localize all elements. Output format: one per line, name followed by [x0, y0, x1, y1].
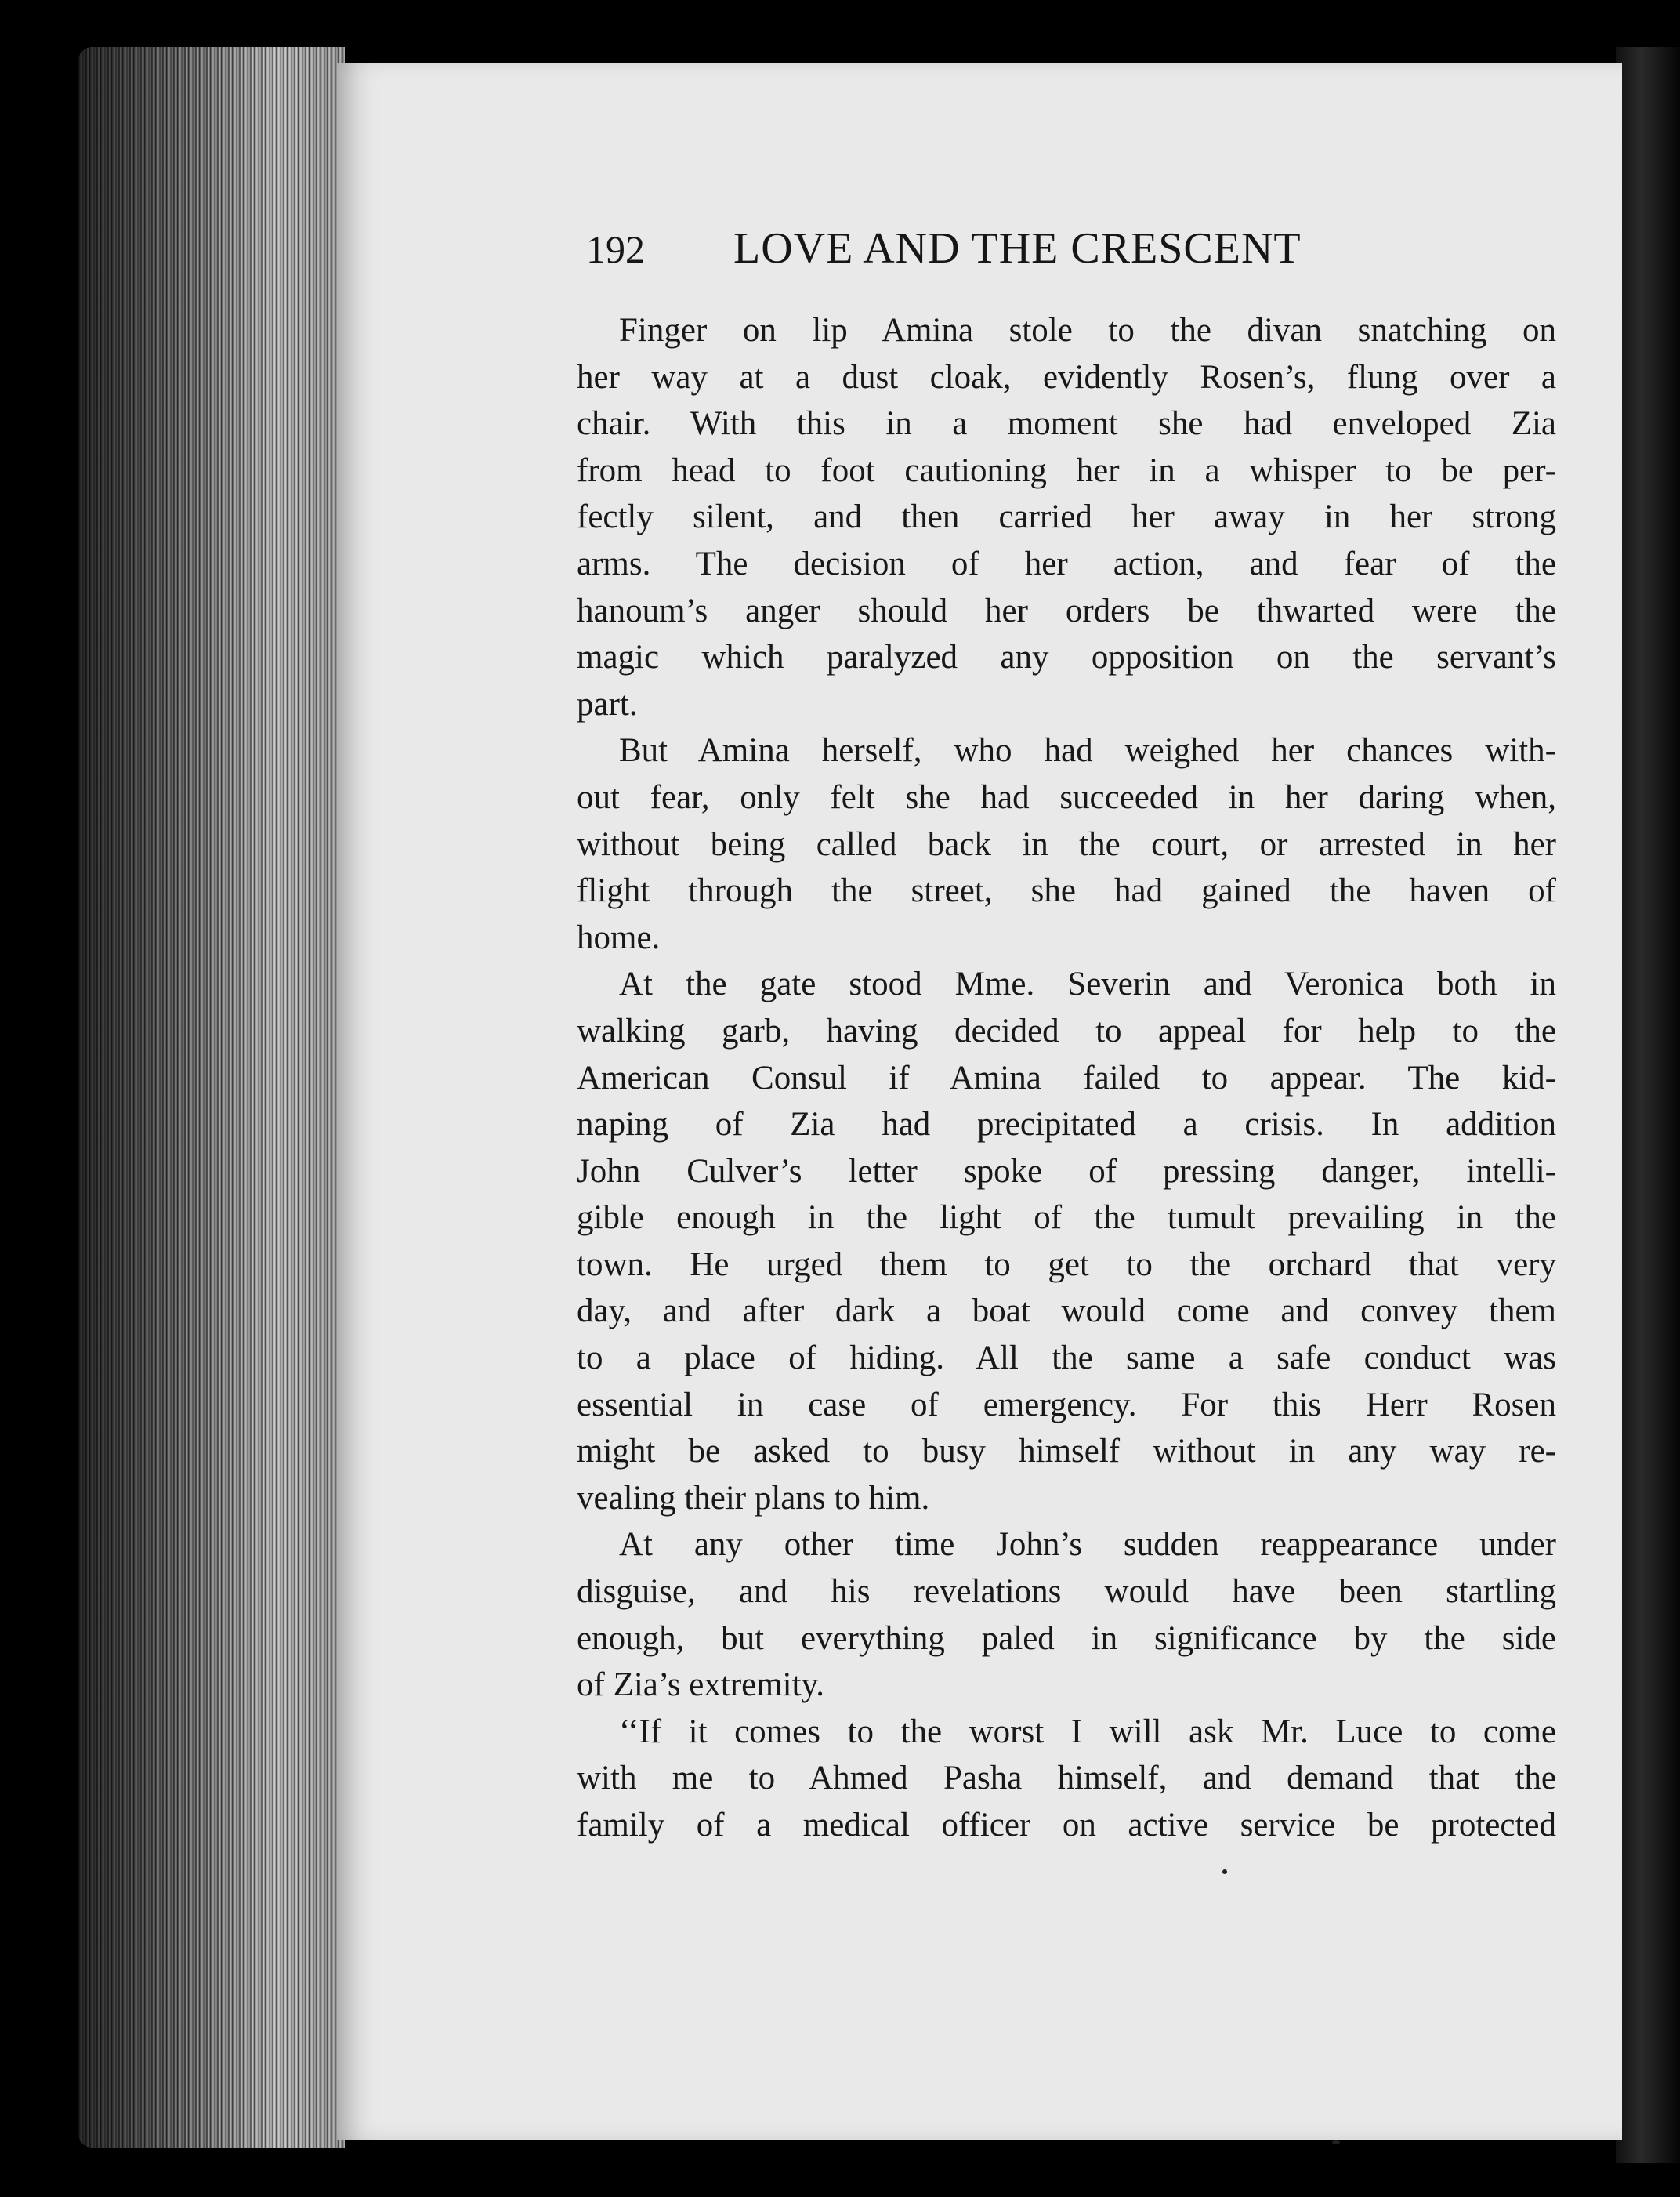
text-line: from head to foot cautioning her in a whisper to be per- [577, 451, 1556, 489]
text-line: Finger on lip Amina stole to the divan snatching on [619, 312, 1556, 349]
right-margin-shadow [1616, 47, 1680, 2163]
page-number: 192 [586, 227, 645, 271]
text-line: town. He urged them to get to the orchard that very [577, 1245, 1556, 1283]
text-line: essential in case of emergency. For this Herr Rosen [577, 1386, 1556, 1423]
text-line: At any other time John’s sudden reappearance under [619, 1526, 1556, 1564]
dust-speck [1332, 2140, 1340, 2144]
text-line: gible enough in the light of the tumult prevailing in the [577, 1199, 1556, 1237]
text-line: fectly silent, and then carried her away in her strong [577, 498, 1556, 536]
text-line: enough, but everything paled in significance by the side [577, 1619, 1556, 1657]
text-line: flight through the street, she had gained the haven of [577, 872, 1556, 910]
text-line: hanoum’s anger should her orders be thwarted were the [577, 592, 1556, 629]
text-line: disguise, and his revelations would have been startling [577, 1573, 1556, 1611]
text-line: without being called back in the court, or arrested in her [577, 825, 1556, 863]
text-line: naping of Zia had precipitated a crisis. In addition [577, 1106, 1556, 1144]
text-line: day, and after dark a boat would come and convey them [577, 1292, 1556, 1330]
book-title: LOVE AND THE CRESCENT [733, 224, 1302, 273]
text-line: magic which paralyzed any opposition on the servant’s [577, 639, 1556, 676]
text-line: home. [577, 919, 661, 956]
text-line: with me to Ahmed Pasha himself, and demand that the [577, 1760, 1556, 1797]
text-line: American Consul if Amina failed to appear. The kid- [577, 1059, 1556, 1097]
text-line: chair. With this in a moment she had enveloped Zia [577, 405, 1556, 443]
text-line: walking garb, having decided to appeal for help to the [577, 1012, 1556, 1050]
text-line: family of a medical officer on active service be protected [577, 1807, 1556, 1844]
text-line: John Culver’s letter spoke of pressing danger, intelli- [577, 1152, 1556, 1190]
text-line: part. [577, 685, 638, 723]
page-edges-shadow [78, 47, 345, 2148]
running-head [586, 223, 1417, 286]
dust-speck [1222, 1869, 1227, 1874]
text-line: of Zia’s extremity. [577, 1666, 825, 1704]
text-line: out fear, only felt she had succeeded in her daring when, [577, 778, 1556, 816]
text-line: to a place of hiding. All the same a safe conduct was [577, 1340, 1556, 1377]
text-line: ‘‘If it comes to the worst I will ask Mr. Luce to come [619, 1713, 1556, 1750]
body-text [577, 307, 1556, 1849]
text-line: her way at a dust cloak, evidently Rosen’s, flung over a [577, 358, 1556, 396]
text-line: might be asked to busy himself without in any way re- [577, 1433, 1556, 1470]
text-line: But Amina herself, who had weighed her chances with- [619, 732, 1556, 770]
text-line: At the gate stood Mme. Severin and Veronica both in [619, 966, 1556, 1003]
text-line: arms. The decision of her action, and fear of the [577, 545, 1556, 582]
text-line: vealing their plans to him. [577, 1479, 930, 1517]
